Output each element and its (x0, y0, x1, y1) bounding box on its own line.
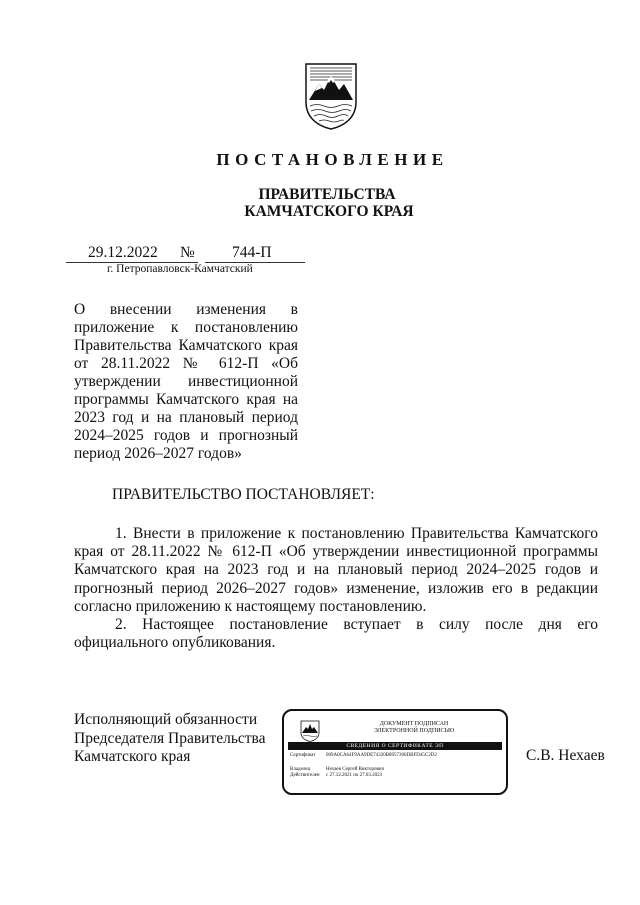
stamp-validity-label: Действителен (290, 773, 320, 778)
number-sign: № (180, 244, 195, 261)
document-body (74, 525, 598, 652)
document-subject: О внесении изменения в приложение к постановлению Правительства Камчатского края от 28.11.2022 № 612-П «Об утверждении инвестиционной программы Камчатского края на 2023 год и на плановый период 2024–2025 годов и прогнозный период 2026–2027 годов» (74, 301, 298, 462)
stamp-certificate-label: Сертификат (290, 753, 316, 758)
issue-place: г. Петропавловск-Камчатский (107, 263, 253, 275)
signer-name: С.В. Нехаев (526, 747, 605, 764)
stamp-certificate-value: 009A0CA64F9AA9DE74320B8957306DBFD45C2D2 (326, 753, 437, 758)
signer-position (74, 711, 266, 767)
body-item-2: 2. Настоящее постановление вступает в силу после дня его официального опубликования. (74, 616, 598, 652)
stamp-certificate-header: СВЕДЕНИЯ О СЕРТИФИКАТЕ ЭП (288, 742, 502, 750)
signer-position-line-2: Председателя Правительства (74, 729, 266, 747)
signer-position-line-1: Исполняющий обязанности (74, 711, 258, 728)
stamp-emblem-icon (300, 720, 320, 742)
authority-line-1: ПРАВИТЕЛЬСТВА (258, 186, 396, 203)
stamp-certificate-row (290, 753, 496, 759)
body-item-1: 1. Внести в приложение к постановлению Правительства Камчатского края от 28.11.2022 № 612-П «Об утверждении инвестиционной программы Камчатского края на 2023 год и на плановый период 2024–2025 годов и прогнозный период 2026–2027 годов» изменение, изложив его в редакции согласно приложению к настоящему постановлению. (74, 525, 598, 615)
stamp-owner-value: Нехаев Сергей Викторович (326, 767, 385, 772)
stamp-title (324, 721, 504, 735)
authority-line-2: КАМЧАТСКОГО КРАЯ (244, 203, 414, 220)
stamp-validity-row (290, 773, 496, 779)
kamchatka-coat-of-arms-icon (302, 62, 360, 130)
signer-position-line-3: Камчатского края (74, 748, 191, 765)
electronic-signature-stamp (282, 709, 508, 795)
document-type: ПОСТАНОВЛЕНИЕ (216, 150, 449, 169)
stamp-title-line-1: ДОКУМЕНТ ПОДПИСАН (379, 721, 449, 727)
document-number: 744-П (232, 244, 272, 261)
stamp-title-line-2: ЭЛЕКТРОННОЙ ПОДПИСЬЮ (373, 728, 455, 734)
stamp-owner-label: Владелец (290, 767, 311, 772)
decree-phrase: ПРАВИТЕЛЬСТВО ПОСТАНОВЛЯЕТ: (112, 486, 375, 503)
stamp-validity-value: с 27.12.2021 по 27.03.2023 (326, 773, 383, 778)
document-date: 29.12.2022 (88, 244, 158, 261)
